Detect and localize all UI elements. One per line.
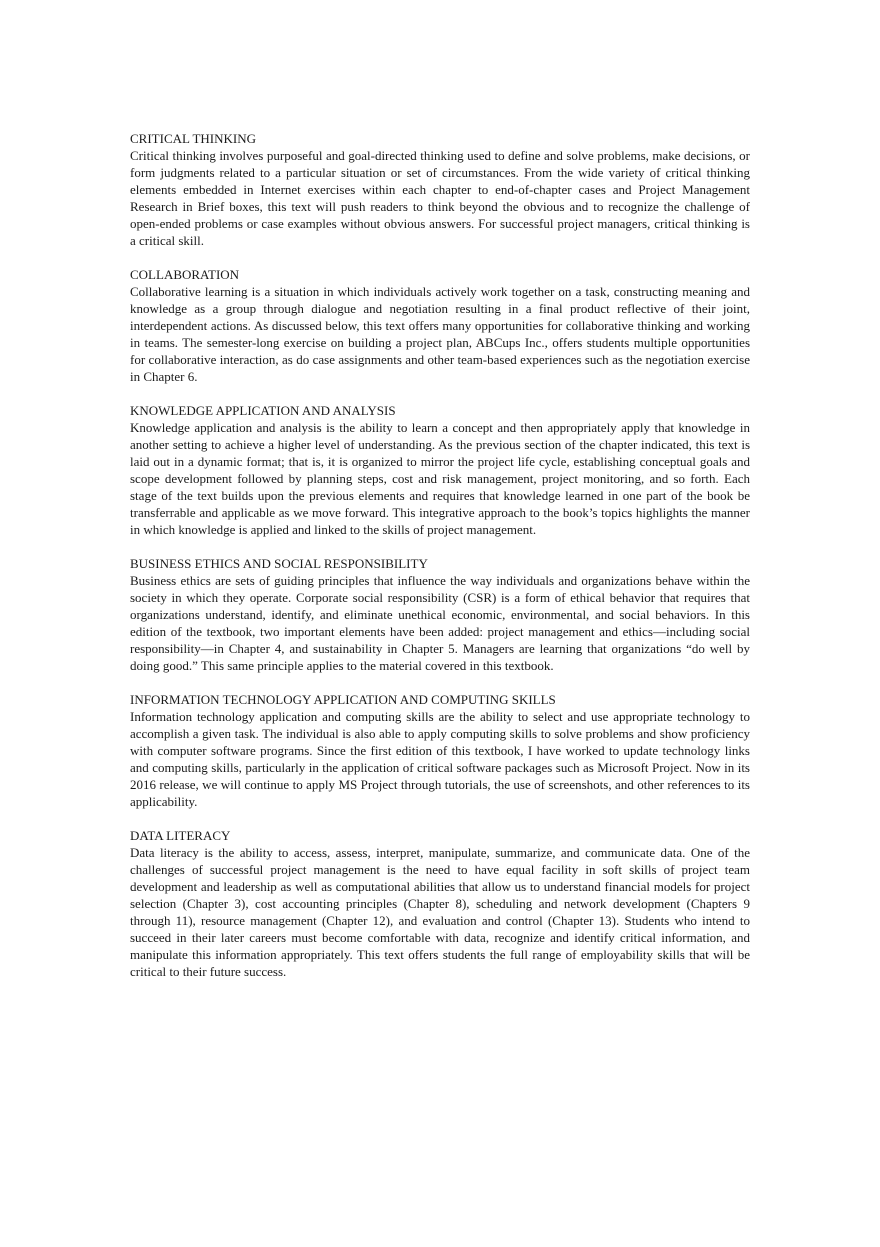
section-data-literacy: [130, 827, 750, 980]
section-body: Collaborative learning is a situation in which individuals actively work together on a task, constructing meaning and knowledge as a group through dialogue and negotiation resulting in a final product reflective of their joint, interdependent actions. As discussed below, this text offers many opportunities for collaborative thinking and working in teams. The semester-long exercise on building a project plan, ABCups Inc., offers students multiple opportunities for collaborative interaction, as do case assignments and other team-based experiences such as the negotiation exercise in Chapter 6.: [130, 284, 750, 384]
section-body: Information technology application and computing skills are the ability to select and use appropriate technology to accomplish a given task. The individual is also able to apply computing skills to solve problems and show proficiency with computer software programs. Since the first edition of this textbook, I have worked to update technology links and computing skills, particularly in the application of critical software packages such as Microsoft Project. Now in its 2016 release, we will continue to apply MS Project through tutorials, the use of screenshots, and other references to its applicability.: [130, 709, 750, 809]
section-heading: INFORMATION TECHNOLOGY APPLICATION AND COMPUTING SKILLS: [130, 692, 556, 707]
section-knowledge-application: [130, 402, 750, 538]
section-information-technology: [130, 691, 750, 810]
section-business-ethics: [130, 555, 750, 674]
section-body: Critical thinking involves purposeful and goal-directed thinking used to define and solve problems, make decisions, or form judgments related to a particular situation or set of circumstances. From the wide variety of critical thinking elements embedded in Internet exercises within each chapter to end-of-chapter cases and Project Management Research in Brief boxes, this text will push readers to think beyond the obvious and to recognize the challenge of open-ended problems or case examples without obvious answers. For successful project managers, critical thinking is a critical skill.: [130, 148, 750, 248]
section-body: Business ethics are sets of guiding principles that influence the way individuals and organizations behave within the society in which they operate. Corporate social responsibility (CSR) is a form of ethical behavior that requires that organizations understand, identify, and eliminate unethical economic, environmental, and social behaviors. In this edition of the textbook, two important elements have been added: project management and ethics—including social responsibility—in Chapter 4, and sustainability in Chapter 5. Managers are learning that organizations “do well by doing good.” This same principle applies to the material covered in this textbook.: [130, 573, 750, 673]
section-collaboration: [130, 266, 750, 385]
section-body: Knowledge application and analysis is the ability to learn a concept and then appropriately apply that knowledge in another setting to achieve a higher level of understanding. As the previous section of the chapter indicated, this text is laid out in a dynamic format; that is, it is organized to mirror the project life cycle, establishing conceptual goals and scope development followed by planning steps, cost and risk management, project monitoring, and so forth. Each stage of the text builds upon the previous elements and requires that knowledge learned in one part of the book be transferrable and applicable as we move forward. This integrative approach to the book’s topics highlights the manner in which knowledge is applied and linked to the skills of project management.: [130, 420, 750, 537]
section-heading: KNOWLEDGE APPLICATION AND ANALYSIS: [130, 403, 396, 418]
section-heading: COLLABORATION: [130, 267, 240, 282]
section-body: Data literacy is the ability to access, assess, interpret, manipulate, summarize, and communicate data. One of the challenges of successful project management is the need to have equal facility in soft skills of project team development and leadership as well as computational abilities that allow us to understand financial models for project selection (Chapter 3), cost accounting principles (Chapter 8), scheduling and network development (Chapters 9 through 11), resource management (Chapter 12), and evaluation and control (Chapter 13). Students who intend to succeed in their later careers must become comfortable with data, recognize and identify critical information, and manipulate this information appropriately. This text offers students the full range of employability skills that will be critical to their future success.: [130, 845, 750, 979]
section-heading: CRITICAL THINKING: [130, 131, 257, 146]
section-heading: BUSINESS ETHICS AND SOCIAL RESPONSIBILITY: [130, 556, 428, 571]
section-heading: DATA LITERACY: [130, 828, 231, 843]
document-page: [130, 130, 750, 997]
section-critical-thinking: [130, 130, 750, 249]
